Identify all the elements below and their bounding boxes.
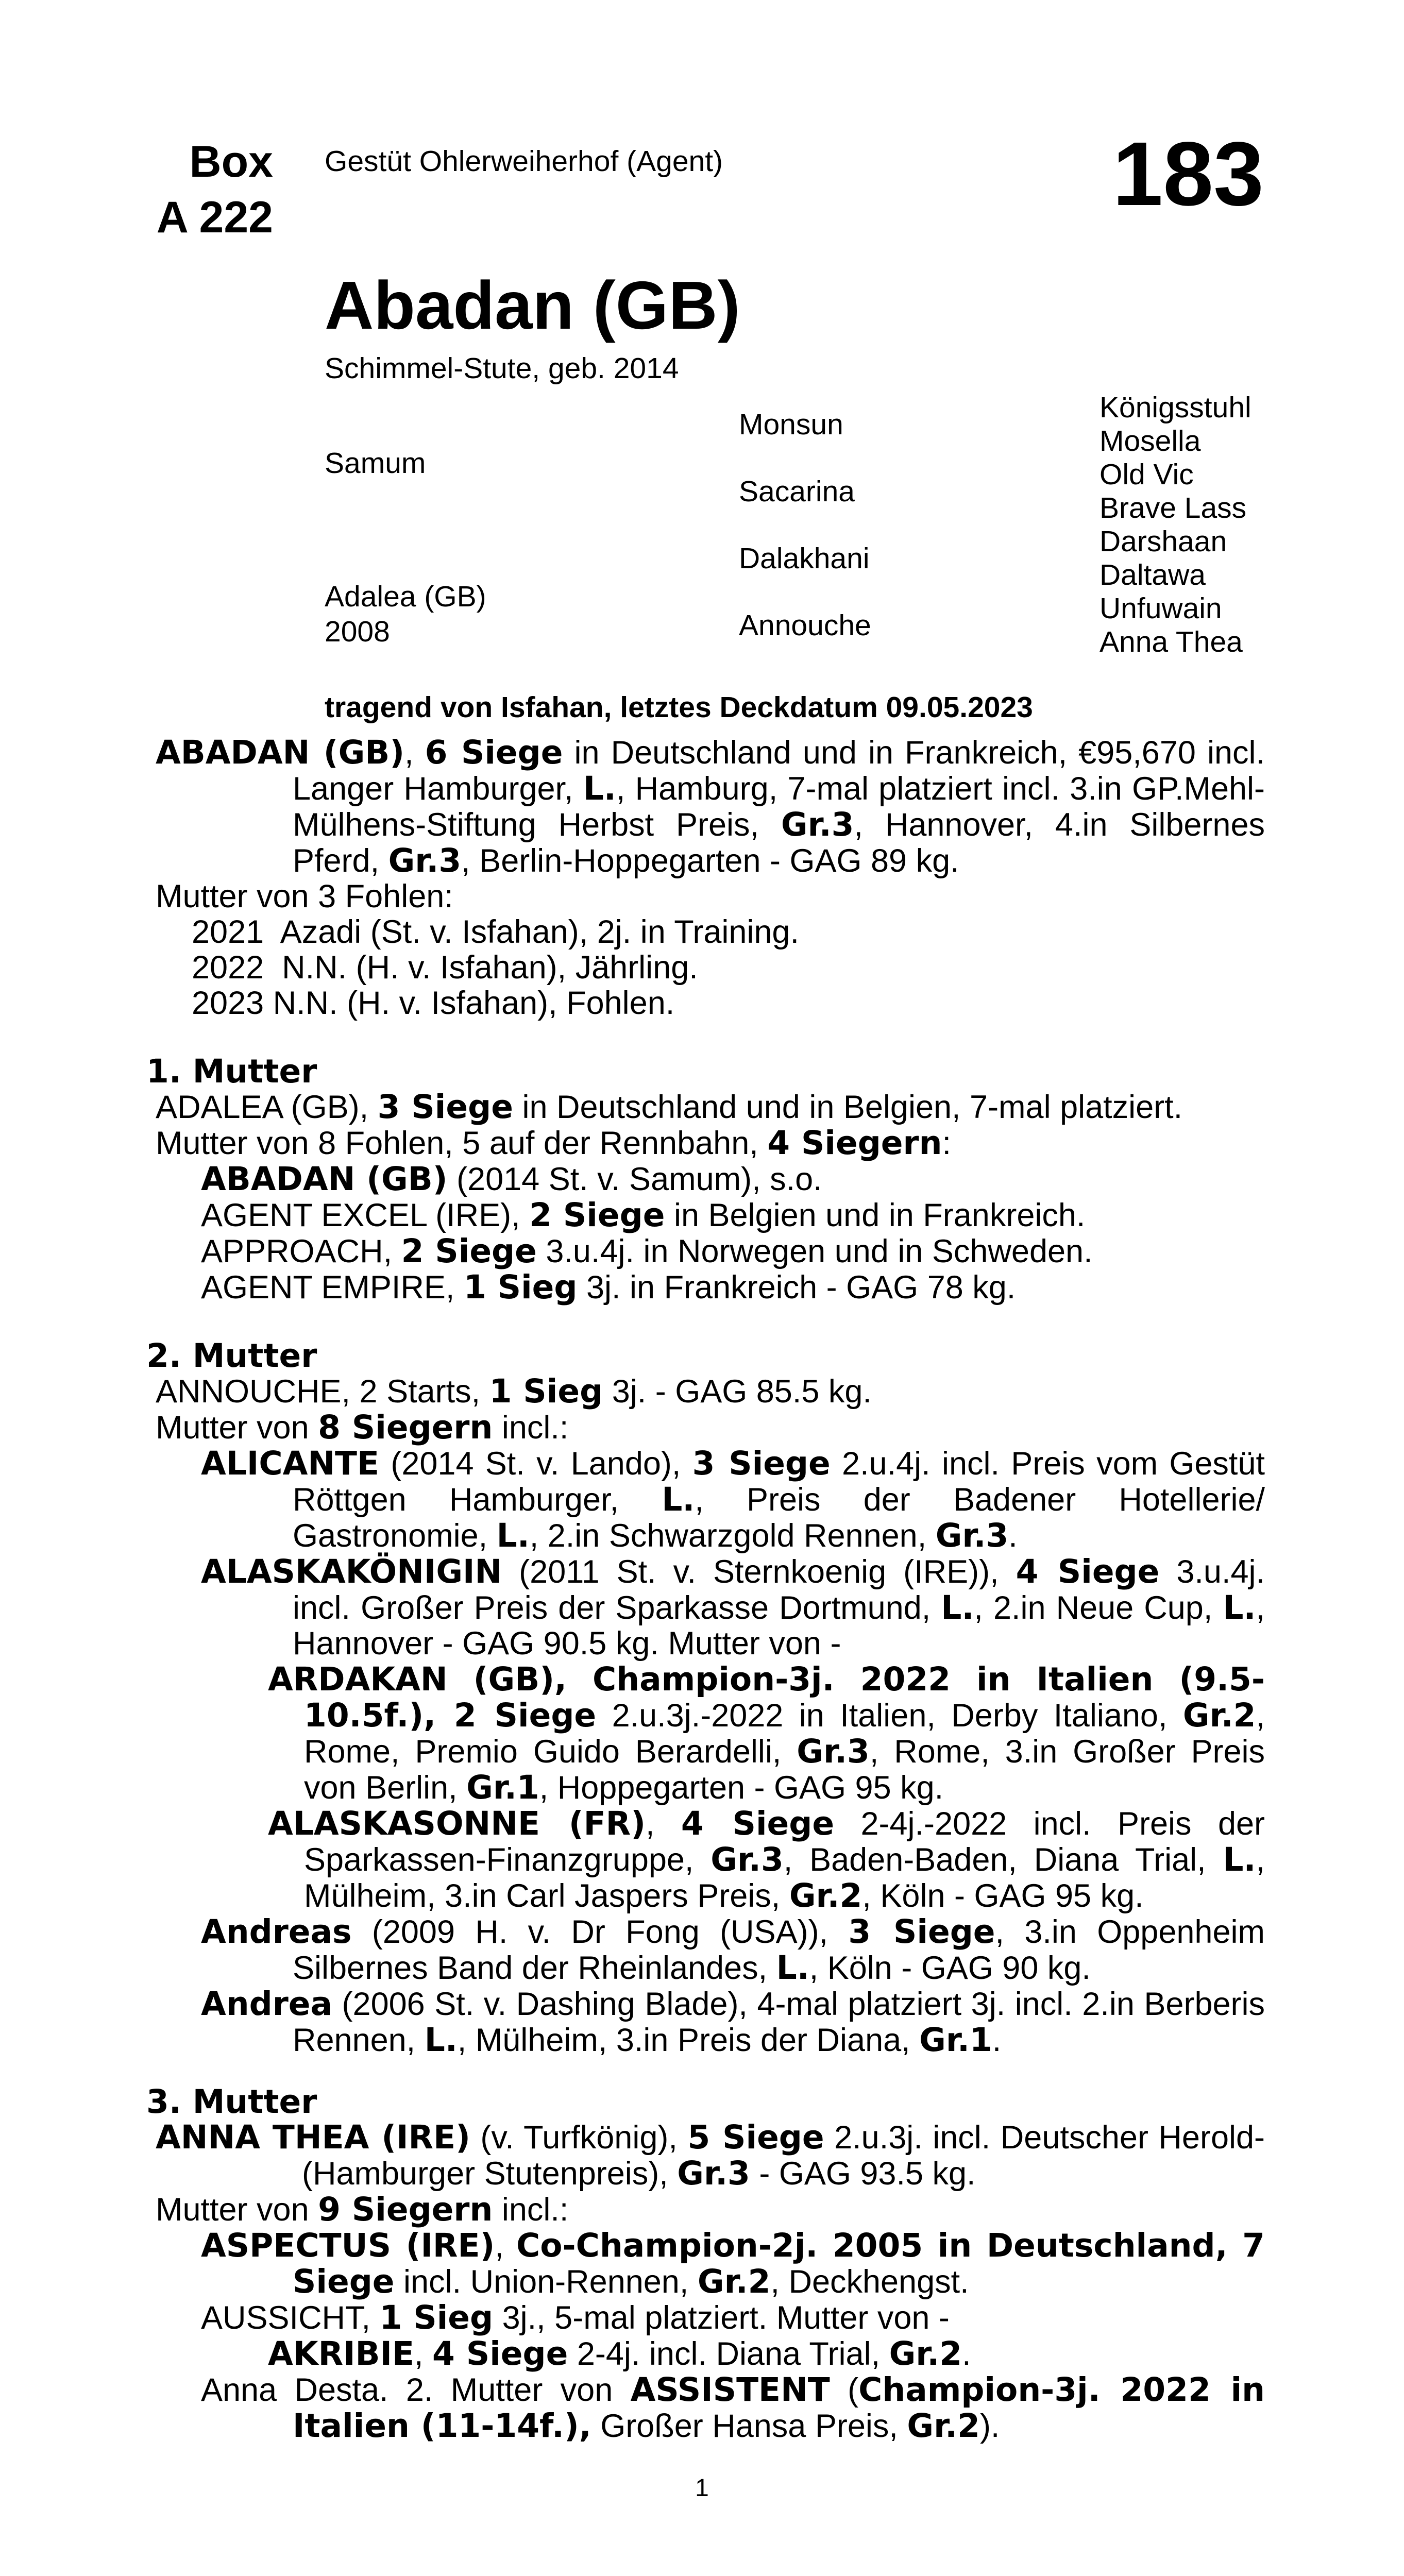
pedigree-sire-dam: Sacarina [739, 475, 855, 508]
pedigree-g3-5: Darshaan [1099, 525, 1227, 558]
page-number: 1 [695, 2475, 709, 2502]
section-heading: 2. Mutter [146, 1337, 317, 1375]
pedigree-g3-2: Mosella [1099, 425, 1201, 457]
second-dam-section [0, 1338, 1265, 2058]
offspring-item: AGENT EXCEL (IRE), 2 Siege in Belgien und in Frankreich. [201, 1196, 1086, 1234]
offspring-item: AGENT EMPIRE, 1 Sieg 3j. in Frankreich - GAG 78 kg. [201, 1268, 1016, 1306]
box-label-line2: A 222 [156, 193, 273, 242]
pedigree-sire-sire: Monsun [739, 408, 843, 441]
offspring-item: ABADAN (GB) (2014 St. v. Samum), s.o. [201, 1160, 822, 1198]
offspring-item: ASPECTUS (IRE), Co-Champion-2j. 2005 in Deutschland, 7 Siege incl. Union-Rennen, Gr.2, Deckhengst. [201, 2227, 1265, 2300]
offspring-item: Anna Desta. 2. Mutter von ASSISTENT (Champion-3j. 2022 in Italien (11-14f.), Großer Hansa Preis, Gr.2). [201, 2371, 1265, 2445]
horse-description: Schimmel-Stute, geb. 2014 [325, 352, 679, 385]
offspring-item: AUSSICHT, 1 Sieg 3j., 5-mal platziert. Mutter von - [201, 2299, 950, 2336]
consignor-name: Gestüt Ohlerweiherhof (Agent) [325, 145, 723, 178]
pedigree-dam-year: 2008 [325, 615, 390, 648]
offspring-intro: Mutter von 8 Siegern incl.: [156, 1409, 569, 1446]
offspring-item: ALASKAKÖNIGIN (2011 St. v. Sternkoenig (IRE)), 4 Siege 3.u.4j. incl. Großer Preis der Sparkasse Dortmund, L., 2.in Neue Cup, L., Hannover - GAG 90.5 kg. Mutter von - [201, 1553, 1265, 1662]
section-heading: 3. Mutter [146, 2083, 317, 2121]
foal-item: 2022 N.N. (H. v. Isfahan), Jährling. [192, 950, 698, 986]
dam-record: ADALEA (GB), 3 Siege in Deutschland und in Belgien, 7-mal platziert. [156, 1088, 1183, 1126]
section-heading: 1. Mutter [146, 1053, 317, 1090]
pedigree-g3-6: Daltawa [1099, 558, 1206, 591]
offspring-intro: Mutter von 8 Fohlen, 5 auf der Rennbahn, 4 Siegern: [156, 1124, 951, 1162]
offspring-item: Andreas (2009 H. v. Dr Fong (USA)), 3 Siege, 3.in Oppenheim Silbernes Band der Rheinlandes, L., Köln - GAG 90 kg. [201, 1913, 1265, 1987]
offspring-intro: Mutter von 9 Siegern incl.: [156, 2191, 569, 2228]
offspring-item: ALICANTE (2014 St. v. Lando), 3 Siege 2.u.4j. incl. Preis vom Gestüt Röttgen Hamburger, L., Preis der Badener Hotellerie/ Gastronomie, L., 2.in Schwarzgold Rennen, Gr.3. [201, 1445, 1265, 1554]
pedigree-g3-7: Unfuwain [1099, 592, 1222, 625]
horse-record-section [0, 735, 1265, 1021]
dam-record: ANNA THEA (IRE) (v. Turfkönig), 5 Siege 2.u.3j. incl. Deutscher Herold-(Hamburger Stutenpreis), Gr.3 - GAG 93.5 kg. [156, 2119, 1265, 2192]
foal-item: 2023 N.N. (H. v. Isfahan), Fohlen. [192, 985, 675, 1021]
box-label [139, 134, 273, 245]
pedigree-g3-8: Anna Thea [1099, 625, 1243, 658]
pedigree-g3-1: Königsstuhl [1099, 391, 1251, 424]
offspring-item: Andrea (2006 St. v. Dashing Blade), 4-mal platziert 3j. incl. 2.in Berberis Rennen, L., Mülheim, 3.in Preis der Diana, Gr.1. [201, 1985, 1265, 2059]
pedigree-dam: Adalea (GB) [325, 580, 486, 613]
lot-number: 183 [1112, 124, 1264, 225]
grand-offspring-item: AKRIBIE, 4 Siege 2-4j. incl. Diana Trial, Gr.2. [268, 2335, 971, 2372]
box-label-line1: Box [189, 137, 273, 187]
foal-item: 2021 Azadi (St. v. Isfahan), 2j. in Training. [192, 914, 799, 950]
grand-offspring-item: ALASKASONNE (FR), 4 Siege 2-4j.-2022 incl. Preis der Sparkassen-Finanzgruppe, Gr.3, Baden-Baden, Diana Trial, L., Mülheim, 3.in Carl Jaspers Preis, Gr.2, Köln - GAG 95 kg. [268, 1805, 1265, 1914]
horse-race-record: ABADAN (GB), 6 Siege in Deutschland und in Frankreich, €95,670 incl. Langer Hamburger, L., Hamburg, 7-mal platziert incl. 3.in GP.Mehl-Mülhens-Stiftung Herbst Preis, Gr.3, Hannover, 4.in Silbernes Pferd, Gr.3, Berlin-Hoppegarten - GAG 89 kg. [156, 734, 1265, 879]
first-dam-section [0, 1054, 1265, 1306]
pedigree-g3-3: Old Vic [1099, 458, 1194, 491]
pedigree-dam-dam: Annouche [739, 609, 871, 642]
third-dam-section [0, 2084, 1265, 2444]
pregnancy-note: tragend von Isfahan, letztes Deckdatum 09.05.2023 [325, 691, 1033, 724]
horse-name: Abadan (GB) [325, 267, 740, 343]
offspring-item: APPROACH, 2 Siege 3.u.4j. in Norwegen und in Schweden. [201, 1232, 1093, 1270]
pedigree-dam-sire: Dalakhani [739, 542, 870, 575]
dam-record: ANNOUCHE, 2 Starts, 1 Sieg 3j. - GAG 85.5 kg. [156, 1372, 872, 1410]
grand-offspring-item: ARDAKAN (GB), Champion-3j. 2022 in Italien (9.5-10.5f.), 2 Siege 2.u.3j.-2022 in Italien, Derby Italiano, Gr.2, Rome, Premio Guido Berardelli, Gr.3, Rome, 3.in Großer Preis von Berlin, Gr.1, Hoppegarten - GAG 95 kg. [268, 1660, 1265, 1806]
pedigree-g3-4: Brave Lass [1099, 492, 1247, 524]
foals-intro: Mutter von 3 Fohlen: [156, 878, 453, 914]
pedigree-sire: Samum [325, 447, 426, 480]
